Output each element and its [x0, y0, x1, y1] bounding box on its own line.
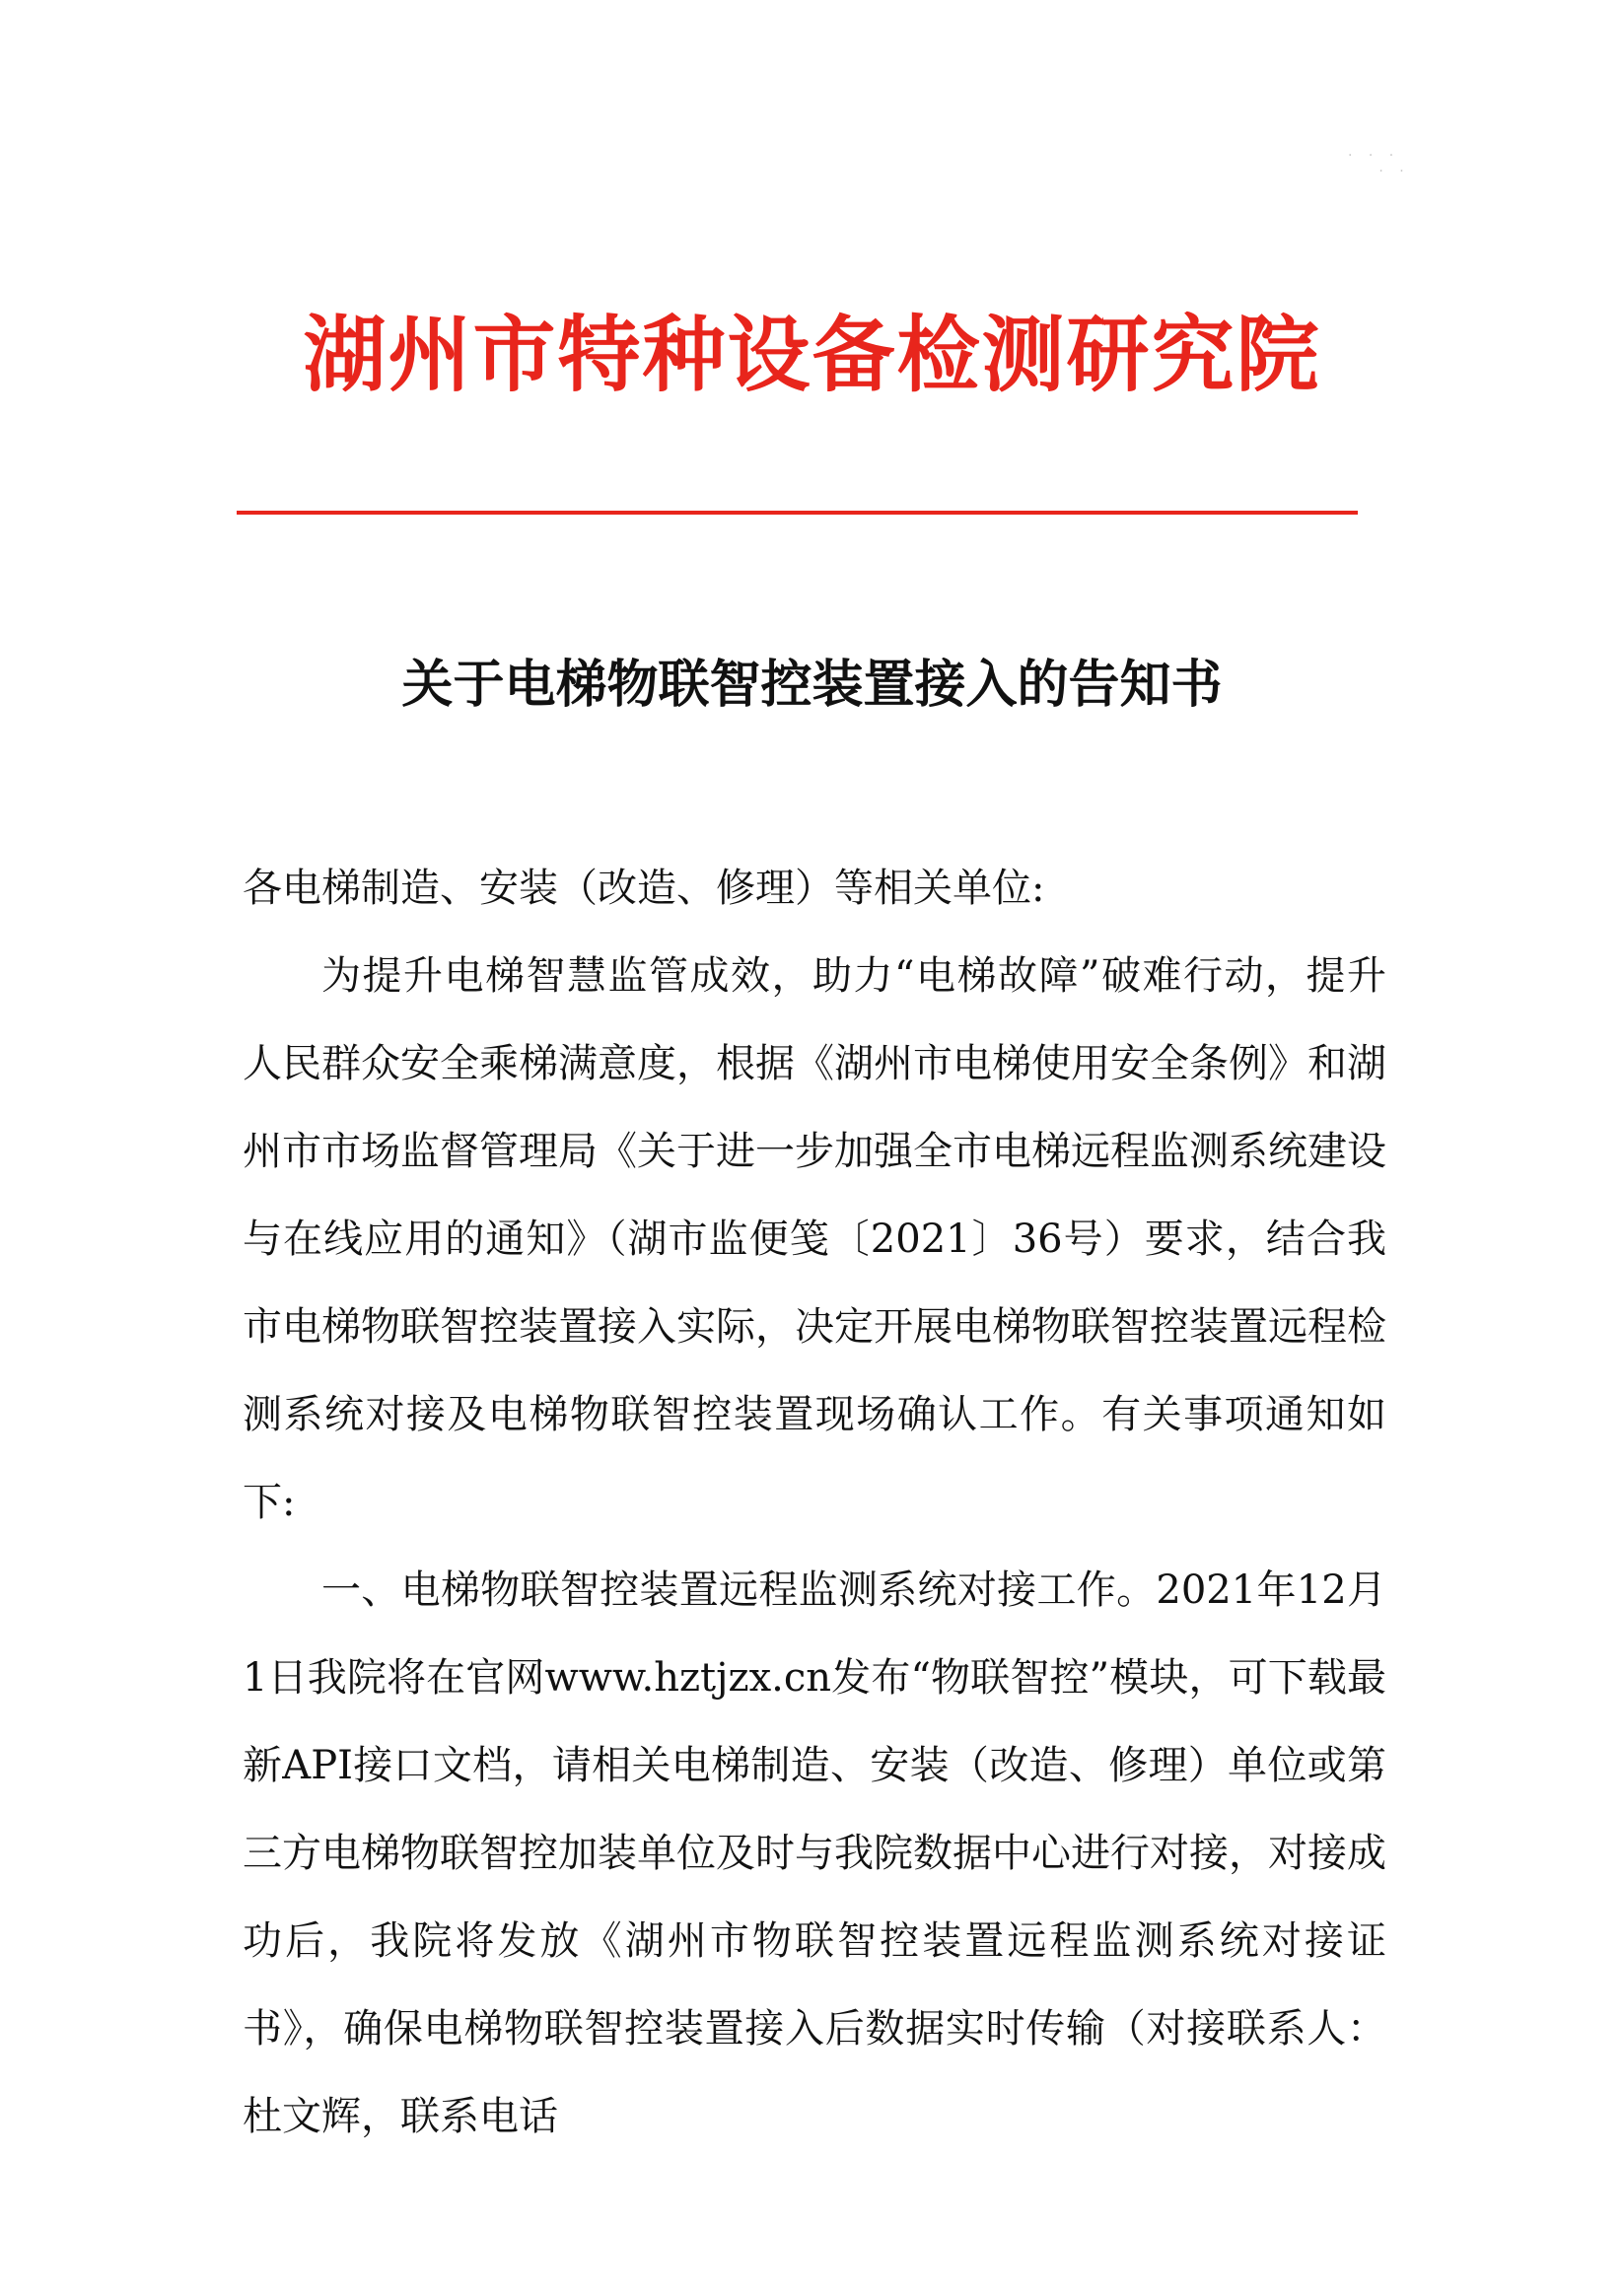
scan-noise: · · · · ·: [1348, 148, 1410, 179]
paragraph-item-one: 一、电梯物联智控装置远程监测系统对接工作。2021年12月1日我院将在官网www.hztjzx.cn发布“物联智控”模块，可下载最新API接口文档，请相关电梯制造、安装（改造、修理）单位或第三方电梯物联智控加装单位及时与我院数据中心进行对接，对接成功后，我院将发放《湖州市物联智控装置远程监测系统对接证书》，确保电梯物联智控装置接入后数据实时传输（对接联系人：杜文辉，联系电话: [243, 1567, 1386, 2139]
issuing-organization-header: 湖州市特种设备检测研究院: [303, 307, 1321, 403]
document-body: [243, 845, 1386, 2161]
document-title: 关于电梯物联智控装置接入的告知书: [401, 656, 1223, 715]
salutation: 各电梯制造、安装（改造、修理）等相关单位:: [243, 866, 1045, 911]
paragraph-intro: 为提升电梯智慧监管成效，助力“电梯故障”破难行动，提升人民群众安全乘梯满意度，根据《湖州市电梯使用安全条例》和湖州市市场监督管理局《关于进一步加强全市电梯远程监测系统建设与在线应用的通知》（湖市监便笺〔2021〕36号）要求，结合我市电梯物联智控装置接入实际，决定开展电梯物联智控装置远程检测系统对接及电梯物联智控装置现场确认工作。有关事项通知如下:: [243, 953, 1386, 1525]
red-header-divider: [237, 511, 1358, 515]
